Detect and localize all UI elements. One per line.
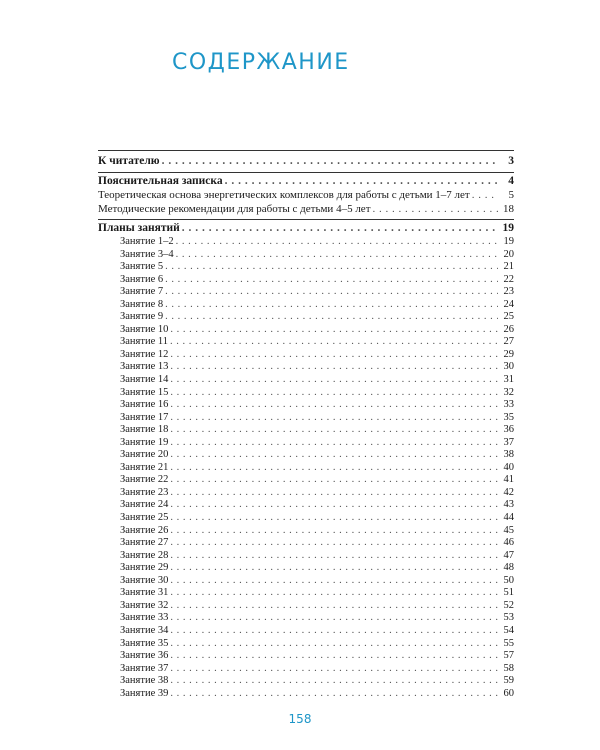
toc-section-plans	[98, 221, 514, 700]
toc-entry-page: 4	[508, 175, 514, 187]
toc-entry-label: Занятие 30	[120, 574, 169, 586]
toc-entry-label: К читателю	[98, 155, 160, 167]
leader-dots	[170, 575, 498, 588]
toc-entry-lesson[interactable]	[98, 587, 514, 600]
toc-entry-page: 5	[508, 189, 514, 201]
toc-entry-lesson[interactable]	[98, 274, 514, 287]
toc-entry-lesson[interactable]	[98, 324, 514, 337]
leader-dots	[170, 437, 498, 450]
toc-entry-label: Занятие 12	[120, 348, 169, 360]
toc-entry-lesson[interactable]	[98, 525, 514, 538]
leader-dots	[165, 261, 498, 274]
toc-entry-label: Занятие 19	[120, 436, 169, 448]
toc-entry-page: 23	[503, 286, 514, 298]
toc-entry-lesson[interactable]	[98, 550, 514, 563]
toc-entry-page: 35	[503, 411, 514, 423]
toc-entry-page: 58	[503, 662, 514, 674]
toc-entry-lesson[interactable]	[98, 625, 514, 638]
toc-entry-lesson[interactable]	[98, 575, 514, 588]
leader-dots	[170, 600, 498, 613]
toc-entry-label: Занятие 6	[120, 273, 164, 285]
toc-entry-label: Занятие 26	[120, 524, 169, 536]
toc-entry-label: Занятие 39	[120, 687, 169, 699]
leader-dots	[176, 249, 498, 262]
divider	[98, 150, 514, 151]
toc-entry-label: Занятие 10	[120, 323, 169, 335]
leader-dots	[170, 412, 498, 425]
toc-entry-label: Теоретическая основа энергетических комплексов для работы с детьми 1–7 лет	[98, 189, 470, 201]
toc-entry-page: 41	[503, 474, 514, 486]
toc-entry-label: Занятие 24	[120, 499, 169, 511]
leader-dots	[170, 349, 498, 362]
leader-dots	[170, 374, 498, 387]
toc-entry-page: 48	[503, 562, 514, 574]
leader-dots	[170, 650, 498, 663]
toc-entry-page: 26	[503, 323, 514, 335]
toc-entry-page: 52	[503, 599, 514, 611]
toc-entry-label: Занятие 22	[120, 474, 169, 486]
toc-entry-label: Пояснительная записка	[98, 175, 223, 187]
toc-entry-label: Занятие 23	[120, 486, 169, 498]
toc-entry-page: 18	[503, 202, 514, 215]
leader-dots	[170, 512, 498, 525]
toc-entry-page: 47	[503, 549, 514, 561]
toc-entry-lesson[interactable]	[98, 387, 514, 400]
toc-entry-page: 44	[503, 512, 514, 524]
toc-entry-page: 45	[503, 524, 514, 536]
leader-dots	[170, 474, 498, 487]
leader-dots	[170, 537, 498, 550]
toc-entry-page: 21	[503, 261, 514, 273]
leader-dots	[472, 189, 498, 203]
toc-entry-lesson[interactable]	[98, 311, 514, 324]
toc-entry-lesson[interactable]	[98, 512, 514, 525]
leader-dots	[165, 286, 498, 299]
toc-entry-page: 20	[503, 248, 514, 260]
leader-dots	[176, 236, 498, 249]
leader-dots	[170, 336, 498, 349]
leader-dots	[170, 361, 498, 374]
toc-entry-lesson[interactable]	[98, 449, 514, 462]
toc-entry-page: 46	[503, 537, 514, 549]
toc-entry-page: 42	[503, 486, 514, 498]
toc-entry-page: 27	[503, 336, 514, 348]
toc-entry[interactable]	[98, 203, 514, 217]
leader-dots	[170, 688, 498, 701]
toc-entry-label: Занятие 21	[120, 461, 169, 473]
leader-dots	[170, 612, 498, 625]
toc-entry-page: 38	[503, 449, 514, 461]
leader-dots	[182, 221, 498, 236]
toc-entry-lesson[interactable]	[98, 462, 514, 475]
toc-entry-page: 33	[503, 399, 514, 411]
toc-entry-lesson[interactable]	[98, 437, 514, 450]
toc-entry[interactable]	[98, 221, 514, 236]
toc-entry-label: Занятие 36	[120, 650, 169, 662]
toc-entry-label: Занятие 13	[120, 361, 169, 373]
toc-entry-page: 3	[508, 155, 514, 167]
toc-entry-lesson[interactable]	[98, 349, 514, 362]
leader-dots	[170, 399, 498, 412]
toc-entry-page: 57	[503, 650, 514, 662]
toc-entry-label: Занятие 14	[120, 374, 169, 386]
toc-entry-page: 19	[503, 236, 514, 247]
divider	[98, 219, 514, 220]
toc-entry-lesson[interactable]	[98, 487, 514, 500]
toc-entry-page: 32	[503, 386, 514, 398]
toc-entry-label: Занятие 17	[120, 411, 169, 423]
toc-entry-page: 54	[503, 624, 514, 636]
toc-entry-page: 29	[503, 348, 514, 360]
toc-entry-label: Занятие 28	[120, 549, 169, 561]
toc-entry-lesson[interactable]	[98, 638, 514, 651]
leader-dots	[170, 562, 498, 575]
leader-dots	[170, 499, 498, 512]
toc-entry-page: 31	[503, 374, 514, 386]
toc-entry-label: Методические рекомендации для работы с детьми 4–5 лет	[98, 202, 371, 215]
divider	[98, 172, 514, 173]
toc-entry-label: Занятие 9	[120, 311, 164, 323]
toc-entry[interactable]	[98, 174, 514, 189]
toc-entry-lesson[interactable]	[98, 236, 514, 249]
toc-section-intro	[98, 154, 514, 169]
toc-entry-label: Занятие 38	[120, 675, 169, 687]
leader-dots	[373, 203, 499, 217]
toc-entry-page: 51	[503, 587, 514, 599]
leader-dots	[170, 424, 498, 437]
toc-entry-page: 36	[503, 424, 514, 436]
toc-entry-label: Занятие 15	[120, 386, 169, 398]
toc-section-notes	[98, 174, 514, 216]
toc-entry-label: Занятие 34	[120, 624, 169, 636]
toc-entry-page: 60	[503, 687, 514, 699]
toc-entry-label: Занятие 5	[120, 261, 164, 273]
leader-dots	[170, 663, 498, 676]
toc-entry-page: 55	[503, 637, 514, 649]
toc-entry-page: 53	[503, 612, 514, 624]
toc-entry-lesson[interactable]	[98, 424, 514, 437]
lesson-list	[98, 236, 514, 700]
toc-entry-page: 50	[503, 574, 514, 586]
leader-dots	[170, 625, 498, 638]
toc-entry-lesson[interactable]	[98, 600, 514, 613]
toc-entry-page: 25	[503, 311, 514, 323]
toc-entry-label: Занятие 11	[120, 336, 168, 348]
toc-entry-lesson[interactable]	[98, 249, 514, 262]
toc-entry-page: 24	[503, 298, 514, 310]
toc-entry-page: 43	[503, 499, 514, 511]
toc-entry-lesson[interactable]	[98, 537, 514, 550]
toc-entry-lesson[interactable]	[98, 286, 514, 299]
toc-entry-lesson[interactable]	[98, 299, 514, 312]
leader-dots	[170, 638, 498, 651]
leader-dots	[165, 299, 498, 312]
toc-entry-label: Занятие 20	[120, 449, 169, 461]
leader-dots	[170, 550, 498, 563]
toc-entry-page: 19	[502, 222, 514, 234]
leader-dots	[170, 587, 498, 600]
toc-entry-label: Занятие 27	[120, 537, 169, 549]
toc-entry-label: Занятие 25	[120, 512, 169, 524]
toc-entry-lesson[interactable]	[98, 663, 514, 676]
toc-entry-lesson[interactable]	[98, 336, 514, 349]
leader-dots	[170, 675, 498, 688]
toc-entry-label: Занятие 1–2	[120, 236, 174, 247]
toc-entry-lesson[interactable]	[98, 374, 514, 387]
leader-dots	[170, 449, 498, 462]
page-title: СОДЕРЖАНИЕ	[172, 50, 350, 75]
toc-entry-label: Занятие 31	[120, 587, 169, 599]
toc-entry-lesson[interactable]	[98, 474, 514, 487]
toc-entry-page: 37	[503, 436, 514, 448]
leader-dots	[162, 154, 498, 169]
toc-entry-lesson[interactable]	[98, 562, 514, 575]
toc-entry-lesson[interactable]	[98, 499, 514, 512]
toc-entry-label: Занятие 37	[120, 662, 169, 674]
toc-entry-lesson[interactable]	[98, 650, 514, 663]
toc-entry-lesson[interactable]	[98, 412, 514, 425]
toc-entry-label: Занятие 18	[120, 424, 169, 436]
toc-entry[interactable]	[98, 189, 514, 203]
leader-dots	[170, 525, 498, 538]
toc-entry-lesson[interactable]	[98, 261, 514, 274]
toc-entry[interactable]	[98, 154, 514, 169]
toc-entry-label: Занятие 3–4	[120, 248, 174, 260]
toc-entry-label: Занятие 32	[120, 599, 169, 611]
leader-dots	[165, 274, 498, 287]
toc-entry-lesson[interactable]	[98, 688, 514, 701]
leader-dots	[170, 487, 498, 500]
leader-dots	[170, 324, 498, 337]
toc-entry-lesson[interactable]	[98, 612, 514, 625]
toc-entry-label: Занятие 33	[120, 612, 169, 624]
toc-entry-label: Занятие 29	[120, 562, 169, 574]
toc-entry-label: Занятие 8	[120, 298, 164, 310]
toc-entry-lesson[interactable]	[98, 675, 514, 688]
toc-entry-page: 40	[503, 461, 514, 473]
leader-dots	[170, 387, 498, 400]
toc-entry-lesson[interactable]	[98, 399, 514, 412]
toc-entry-label: Планы занятий	[98, 222, 180, 234]
leader-dots	[225, 174, 498, 189]
toc-entry-label: Занятие 16	[120, 399, 169, 411]
page-number: 158	[288, 712, 312, 726]
toc-entry-page: 22	[503, 273, 514, 285]
toc-entry-page: 30	[503, 361, 514, 373]
toc-entry-page: 59	[503, 675, 514, 687]
toc-entry-label: Занятие 7	[120, 286, 164, 298]
leader-dots	[170, 462, 498, 475]
leader-dots	[165, 311, 498, 324]
toc-entry-label: Занятие 35	[120, 637, 169, 649]
toc-entry-lesson[interactable]	[98, 361, 514, 374]
